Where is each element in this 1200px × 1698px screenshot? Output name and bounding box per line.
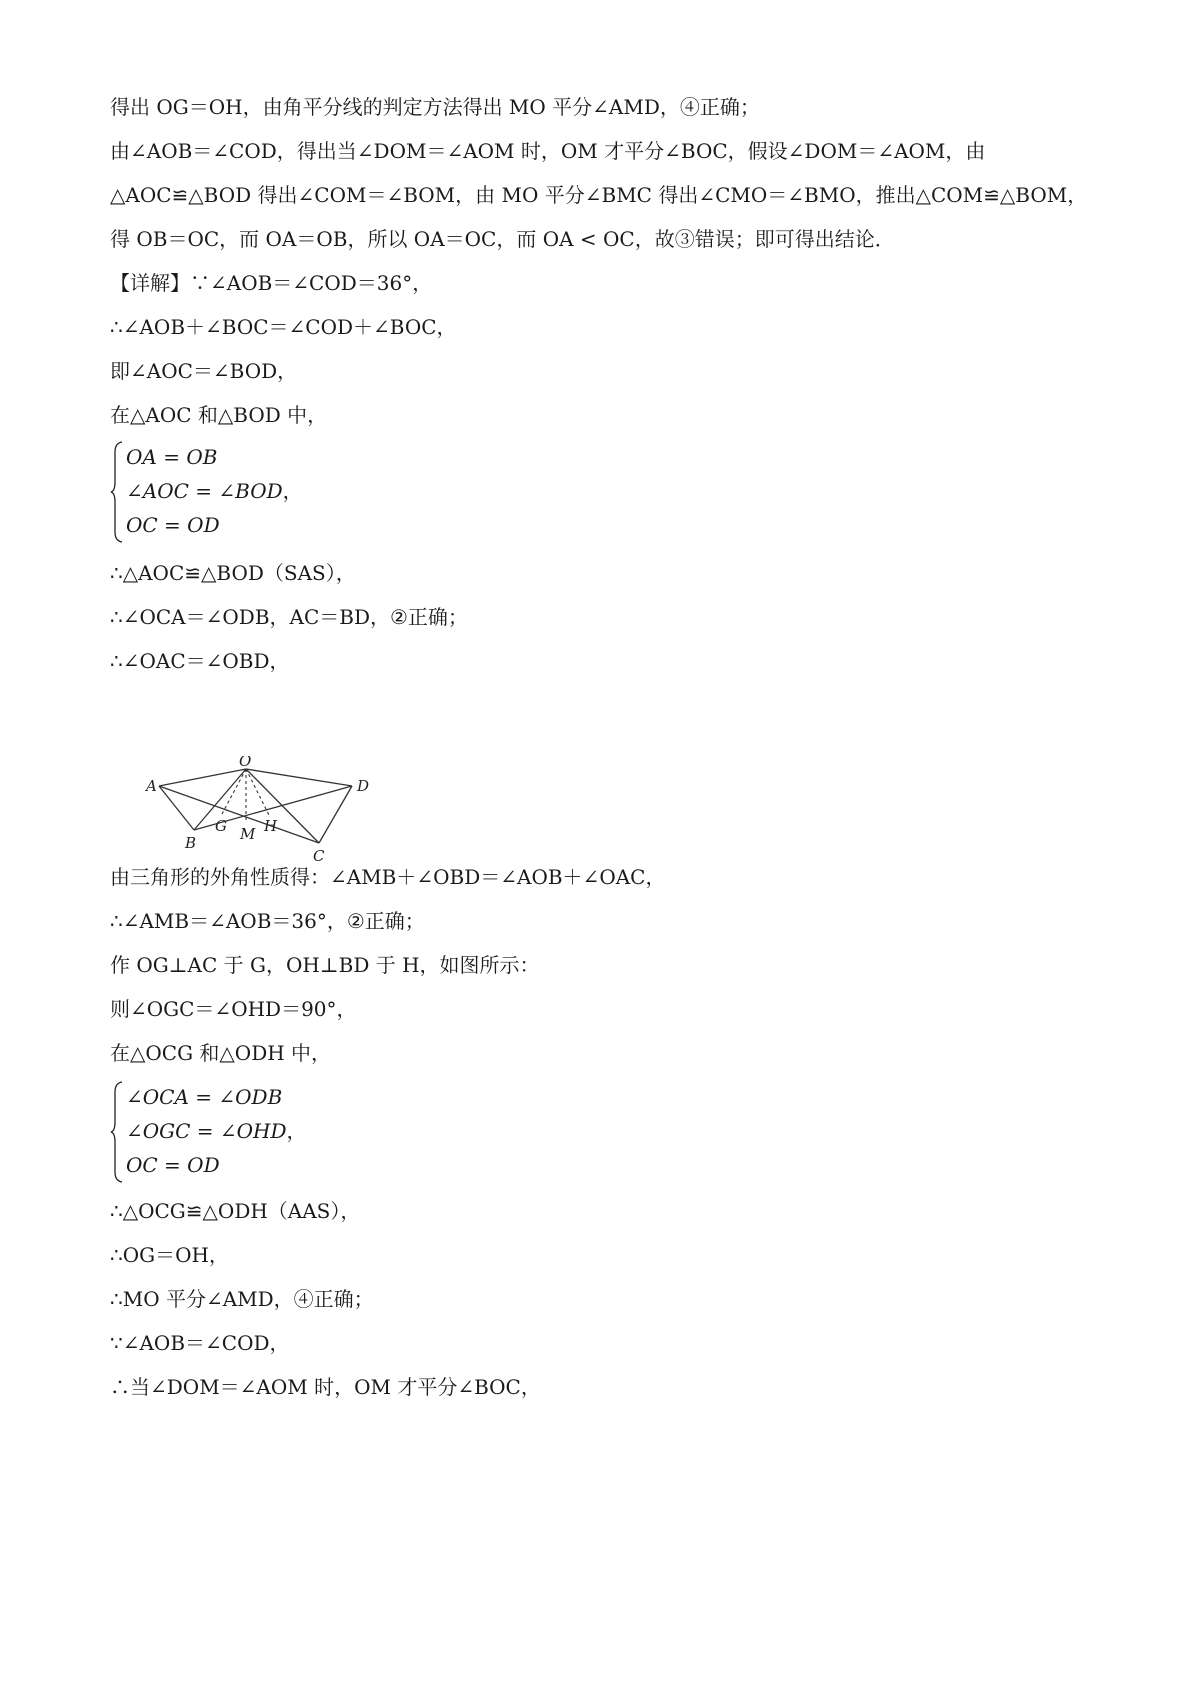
segment-DC [319,786,352,843]
label-A: A [146,777,157,795]
geometry-figure-main [145,756,405,876]
segment-AC [159,786,319,843]
equation-row [126,478,303,504]
text-line: ∴∠OCA＝∠ODB，AC＝BD，②正确； [110,605,468,629]
figure-segments [159,769,352,843]
equation-row [126,1118,307,1144]
text-line: △AOC≌△BOD 得出∠COM＝∠BOM，由 MO 平分∠BMC 得出∠CMO＝∠BMO，推出△COM≌△BOM， [110,183,1088,207]
text-line: 在△AOC 和△BOD 中， [110,403,328,427]
text-line: 得 OB＝OC，而 OA＝OB，所以 OA＝OC，而 OA < OC，故③错误；即可得出结论． [110,227,895,251]
text-line: ∴当∠DOM＝∠AOM 时，OM 才平分∠BOC， [110,1375,541,1399]
text-line: ∵∠AOB＝∠COD， [110,1331,290,1355]
text-line: 则∠OGC＝∠OHD＝90°， [110,997,357,1021]
equation-text: ∠AOC = ∠BOD [126,479,283,503]
equation-row: OC = OD [126,513,220,537]
text-line: 即∠AOC＝∠BOD， [110,359,298,383]
label-D: D [357,777,370,795]
equation-row: OC = OD [126,1153,220,1177]
label-O: O [239,756,252,770]
text-line: ∴∠AOB＋∠BOC＝∠COD＋∠BOC， [110,315,457,339]
text-line: ∴△OCG≌△ODH（AAS）， [110,1199,361,1223]
text-line: 由三角形的外角性质得：∠AMB＋∠OBD＝∠AOB＋∠OAC， [110,865,666,889]
left-brace [110,440,124,544]
text-line: ∴∠AMB＝∠AOB＝36°，②正确； [110,909,425,933]
segment-OD [246,769,352,786]
figure-dashed [222,769,269,820]
text-line: 得出 OG＝OH，由角平分线的判定方法得出 MO 平分∠AMD，④正确； [110,95,760,119]
label-G: G [215,817,227,835]
text-line: ∴OG＝OH， [110,1243,229,1267]
text-line: ∴MO 平分∠AMD，④正确； [110,1287,374,1311]
equation-row: ∠OCA = ∠ODB [126,1085,283,1109]
text-line: 由∠AOB＝∠COD，得出当∠DOM＝∠AOM 时，OM 才平分∠BOC，假设∠DOM＝∠AOM，由 [110,139,986,163]
segment-OH [246,769,269,815]
text-line: 作 OG⊥AC 于 G，OH⊥BD 于 H，如图所示： [110,953,540,977]
label-B: B [185,834,197,852]
label-H: H [264,817,278,835]
equation-row: OA = OB [126,445,218,469]
text-line: ∴∠OAC＝∠OBD， [110,649,290,673]
segment-OG [222,769,246,814]
label-C: C [313,847,325,865]
equation-tail: ， [282,479,303,503]
text-line: ∴△AOC≌△BOD（SAS）， [110,561,356,585]
equation-text: ∠OGC = ∠OHD [126,1119,287,1143]
segment-OC [246,769,319,843]
text-line: 【详解】∵∠AOB＝∠COD＝36°， [110,271,433,295]
left-brace [110,1080,124,1184]
equation-tail: ， [286,1119,307,1143]
label-M: M [240,825,256,843]
text-line: 在△OCG 和△ODH 中， [110,1041,332,1065]
